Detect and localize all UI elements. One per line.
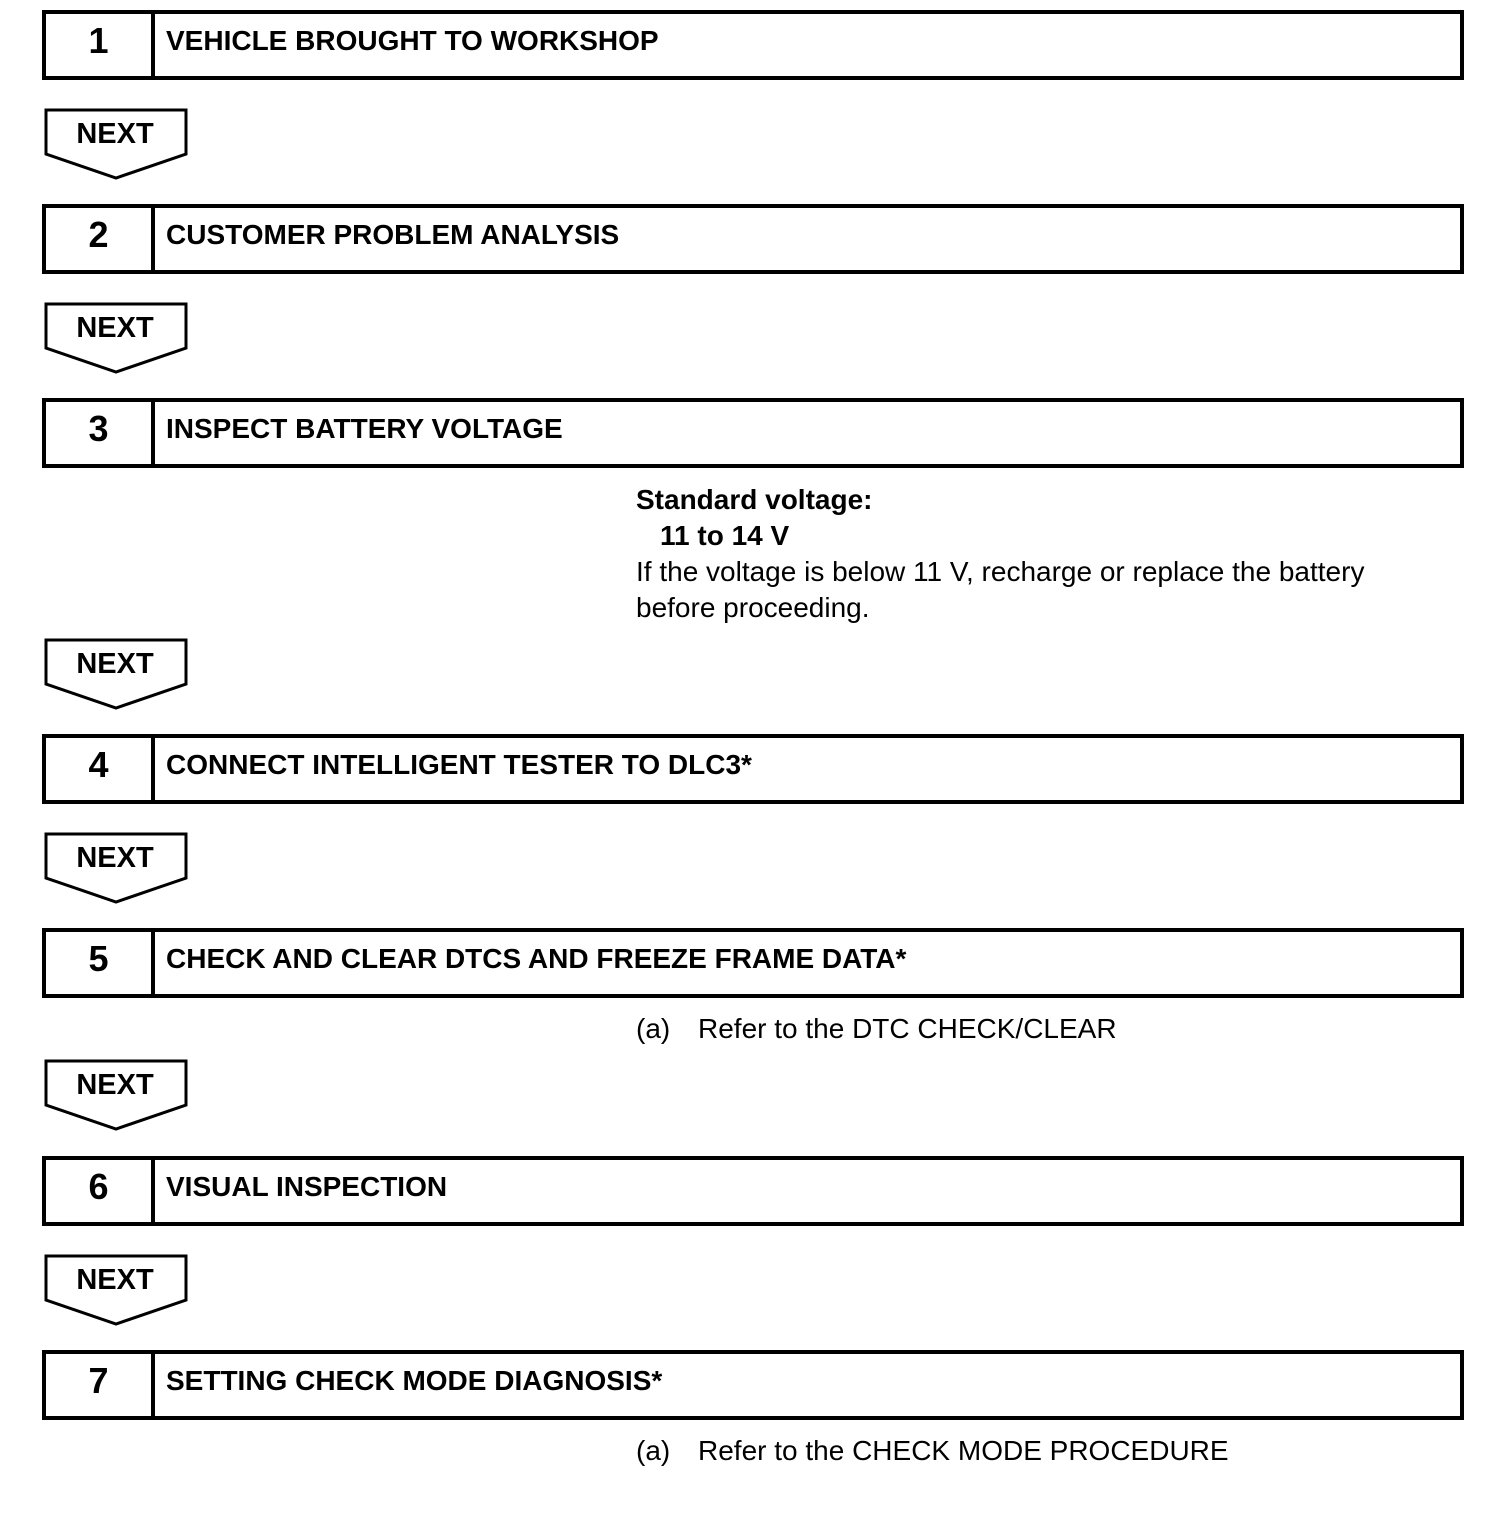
step-title: CONNECT INTELLIGENT TESTER TO DLC3* — [166, 749, 752, 780]
step-title: CHECK AND CLEAR DTCS AND FREEZE FRAME DATA* — [166, 943, 907, 974]
step-title: CUSTOMER PROBLEM ANALYSIS — [166, 219, 620, 250]
step-number: 1 — [46, 14, 155, 76]
next-label: NEXT — [76, 842, 154, 874]
step-title: VISUAL INSPECTION — [166, 1171, 448, 1202]
ref-letter: (a) — [636, 1435, 671, 1466]
step-1-box — [42, 10, 1464, 80]
check-mode-reference — [636, 1433, 1229, 1469]
step-title: VEHICLE BROUGHT TO WORKSHOP — [166, 25, 659, 56]
dtc-check-reference — [636, 1011, 1117, 1047]
next-label: NEXT — [76, 1264, 154, 1296]
note-line: before proceeding. — [636, 592, 870, 623]
next-label: NEXT — [76, 118, 154, 150]
ref-text: Refer to the DTC CHECK/CLEAR — [698, 1013, 1117, 1044]
step-number: 4 — [46, 738, 155, 800]
step-number: 7 — [46, 1354, 155, 1416]
next-label: NEXT — [76, 648, 154, 680]
step-number: 2 — [46, 208, 155, 270]
next-label: NEXT — [76, 1069, 154, 1101]
step-7-box — [42, 1350, 1464, 1420]
step-number: 3 — [46, 402, 155, 464]
step-3-box — [42, 398, 1464, 468]
next-arrow-2 — [44, 302, 190, 376]
ref-text: Refer to the CHECK MODE PROCEDURE — [698, 1435, 1229, 1466]
step-title: SETTING CHECK MODE DIAGNOSIS* — [166, 1365, 663, 1396]
next-arrow-6 — [44, 1254, 190, 1328]
step-2-box — [42, 204, 1464, 274]
note-heading: Standard voltage: — [636, 484, 873, 515]
note-line: If the voltage is below 11 V, recharge or replace the battery — [636, 556, 1365, 587]
next-arrow-1 — [44, 108, 190, 182]
next-arrow-5 — [44, 1059, 190, 1133]
ref-letter: (a) — [636, 1013, 671, 1044]
step-title: INSPECT BATTERY VOLTAGE — [166, 413, 563, 444]
battery-voltage-note — [636, 482, 1364, 626]
step-number: 6 — [46, 1160, 155, 1222]
next-label: NEXT — [76, 312, 154, 344]
step-6-box — [42, 1156, 1464, 1226]
next-arrow-4 — [44, 832, 190, 906]
step-4-box — [42, 734, 1464, 804]
step-5-box — [42, 928, 1464, 998]
next-arrow-3 — [44, 638, 190, 712]
note-value: 11 to 14 V — [660, 520, 790, 551]
step-number: 5 — [46, 932, 155, 994]
